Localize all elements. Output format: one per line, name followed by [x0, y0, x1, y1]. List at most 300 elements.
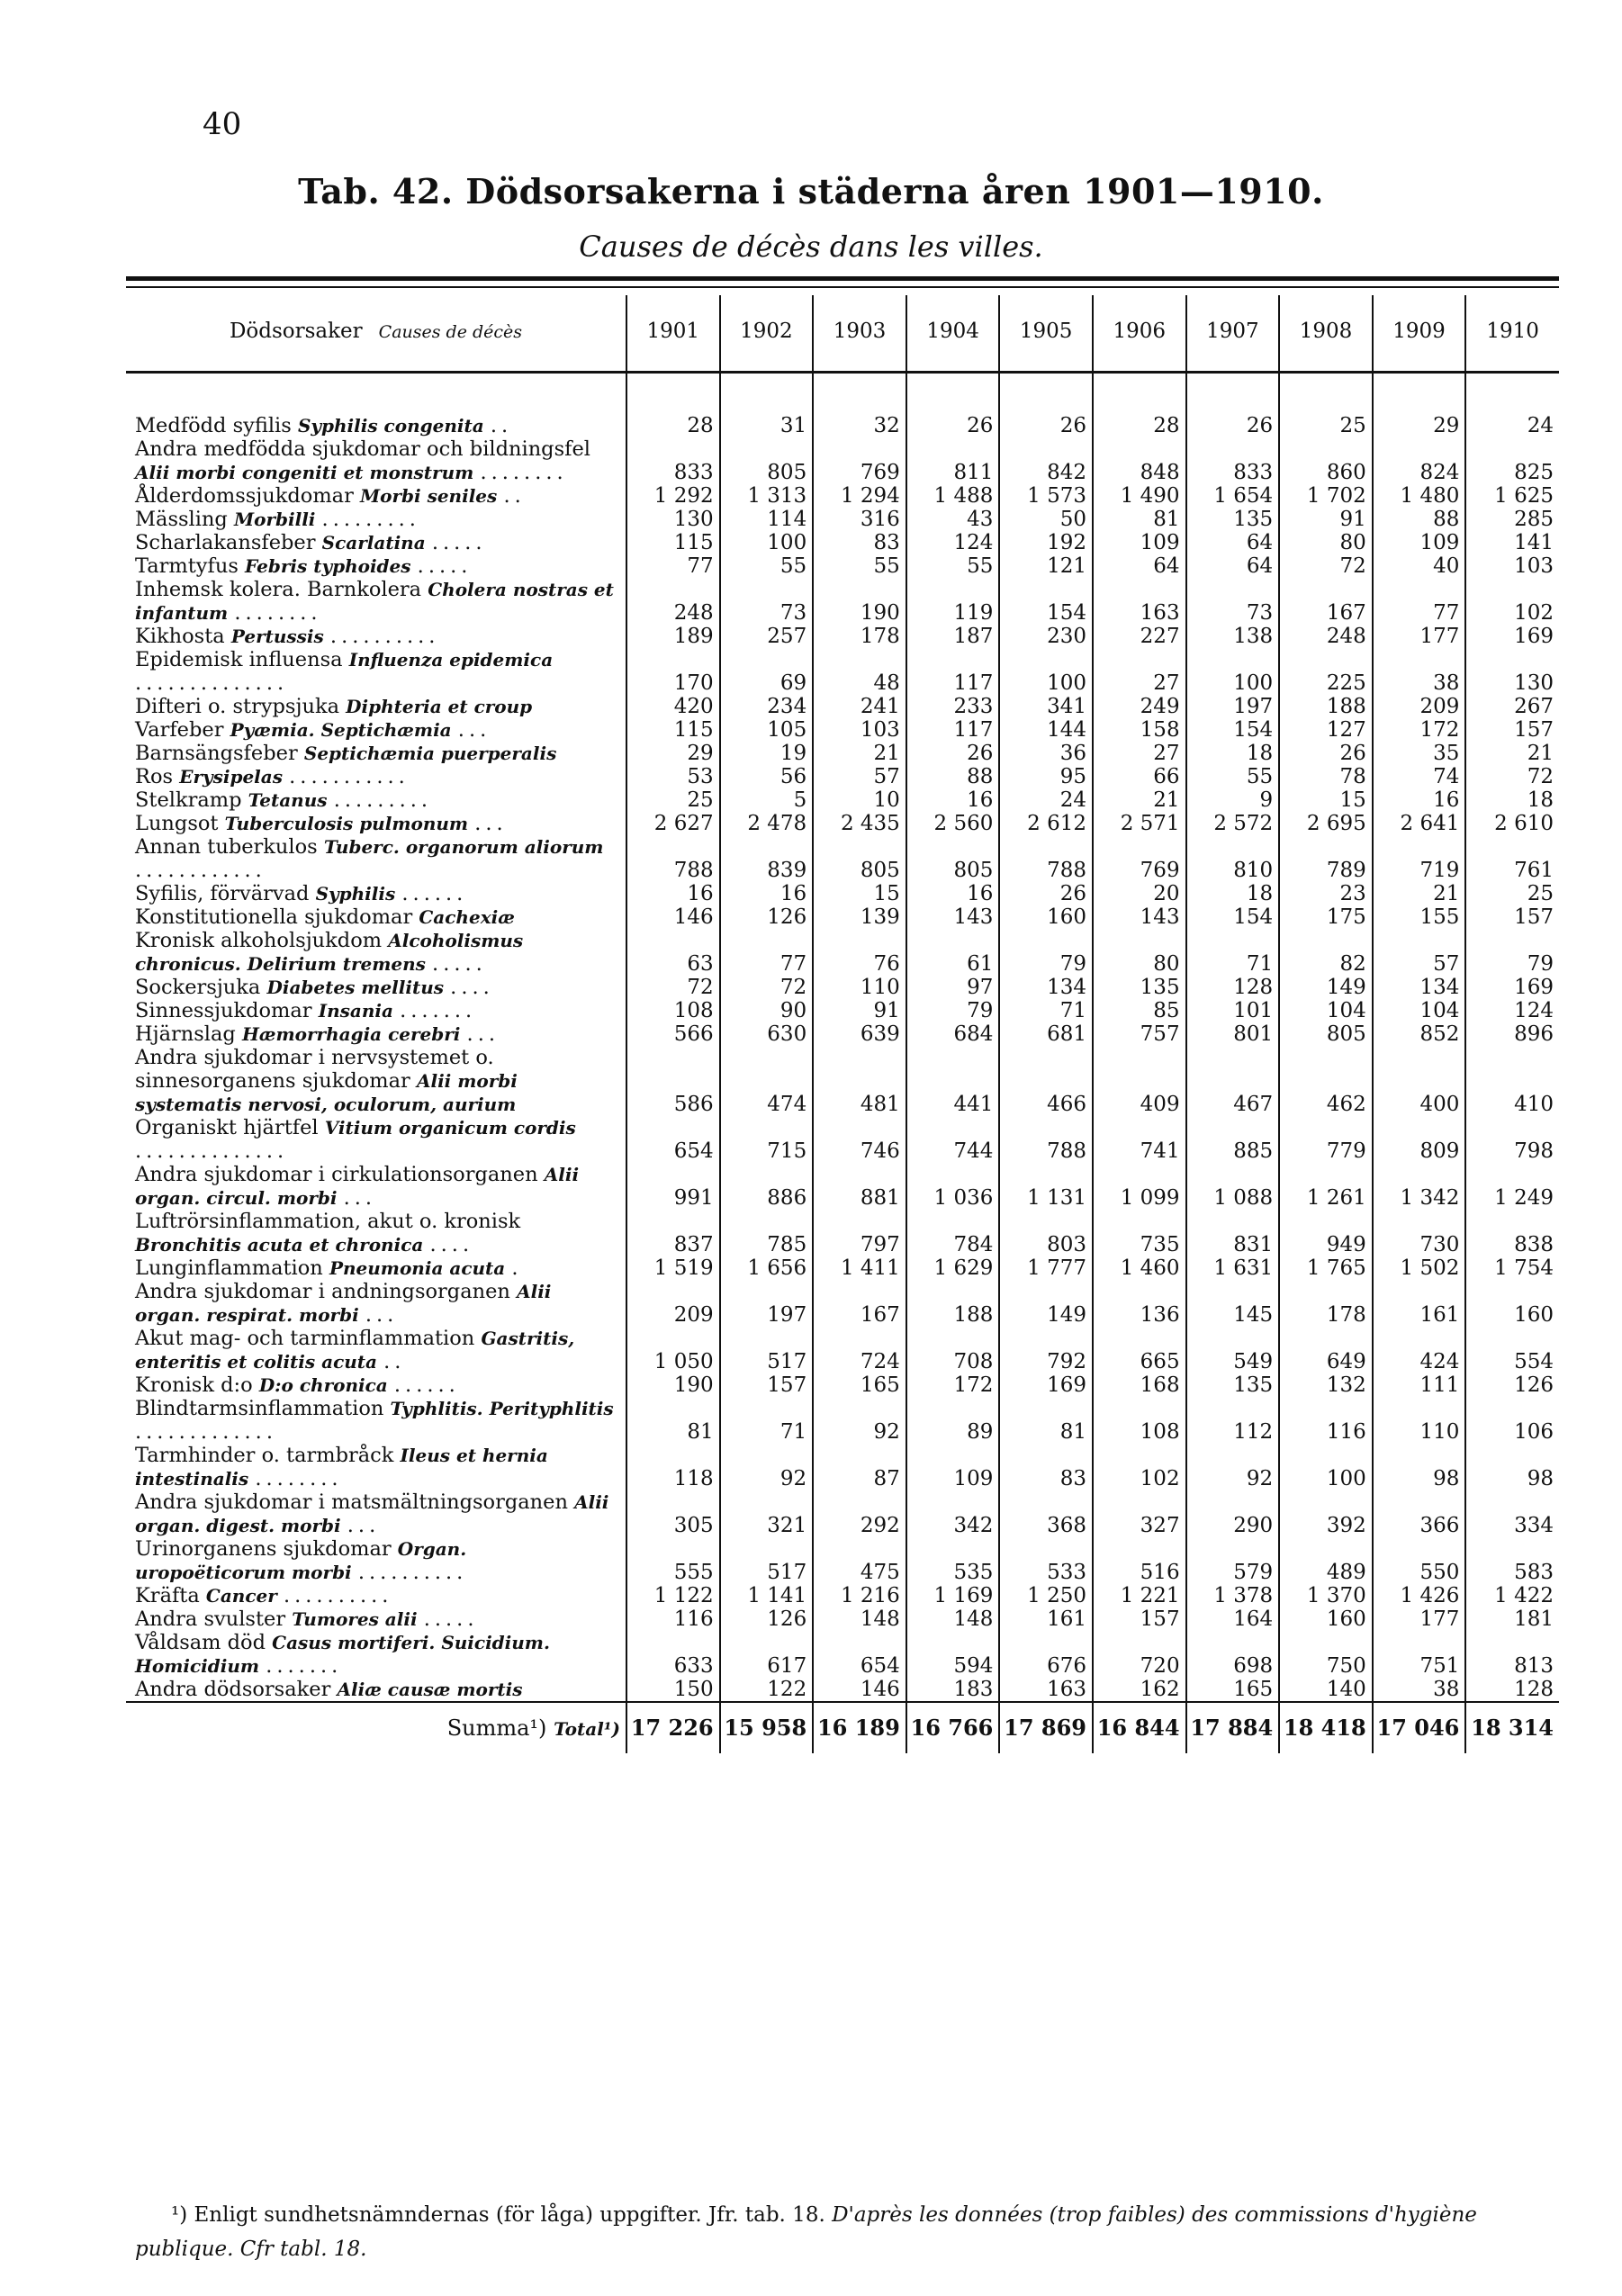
sum-row [126, 1702, 1559, 1753]
table-row [126, 1537, 1559, 1584]
value-cell: 165 [1186, 1678, 1280, 1702]
value-cell: 155 [1373, 905, 1466, 929]
sum-cell: 15 958 [720, 1702, 814, 1753]
cause-name-latin: Febris typhoides [245, 555, 411, 577]
value-cell: 566 [626, 1022, 720, 1046]
table-row [126, 531, 1559, 554]
header-year: 1902 [720, 295, 814, 367]
value-cell: 110 [813, 976, 906, 999]
value-cell: 746 [813, 1116, 906, 1163]
table-row [126, 1607, 1559, 1631]
leader-dots: ........ [255, 1467, 343, 1490]
cause-name [126, 742, 626, 765]
sum-cell: 18 418 [1279, 1702, 1373, 1753]
table-row [126, 1678, 1559, 1702]
value-cell: 154 [1186, 718, 1280, 742]
value-cell: 111 [1373, 1373, 1466, 1397]
table-row [126, 1373, 1559, 1397]
value-cell: 124 [1465, 999, 1559, 1022]
cause-name-latin: Syphilis [315, 883, 396, 905]
value-cell: 15 [1279, 788, 1373, 812]
value-cell: 116 [626, 1607, 720, 1631]
value-cell: 109 [906, 1444, 1000, 1490]
value-cell: 676 [999, 1631, 1093, 1678]
value-cell: 26 [999, 882, 1093, 905]
sum-label [126, 1702, 626, 1753]
cause-name-sv: Andra sjukdomar i andningsorganen [135, 1280, 510, 1303]
value-cell: 98 [1465, 1444, 1559, 1490]
value-cell: 1 765 [1279, 1256, 1373, 1280]
value-cell: 170 [626, 648, 720, 695]
value-cell: 172 [906, 1373, 1000, 1397]
value-cell: 744 [906, 1116, 1000, 1163]
value-cell: 789 [1279, 835, 1373, 882]
header-year: 1903 [813, 295, 906, 367]
value-cell: 117 [906, 648, 1000, 695]
value-cell: 106 [1465, 1397, 1559, 1444]
table-row [126, 929, 1559, 976]
cause-name [126, 695, 626, 718]
value-cell: 64 [1186, 531, 1280, 554]
value-cell: 79 [999, 929, 1093, 976]
value-cell: 1 573 [999, 484, 1093, 508]
header-row [126, 295, 1559, 367]
value-cell: 554 [1465, 1327, 1559, 1373]
value-cell: 140 [1279, 1678, 1373, 1702]
value-cell: 25 [1279, 414, 1373, 437]
value-cell: 20 [1093, 882, 1186, 905]
value-cell: 466 [999, 1046, 1093, 1116]
value-cell: 188 [1279, 695, 1373, 718]
value-cell: 769 [813, 437, 906, 484]
sum-label-sv: Summa¹) [446, 1715, 547, 1741]
header-cause-fr: Causes de décès [378, 322, 523, 342]
cause-name [126, 1210, 626, 1256]
value-cell: 85 [1093, 999, 1186, 1022]
value-cell: 809 [1373, 1116, 1466, 1163]
value-cell: 27 [1093, 648, 1186, 695]
cause-name-latin: Diabetes mellitus [266, 977, 445, 998]
table-row [126, 835, 1559, 882]
value-cell: 82 [1279, 929, 1373, 976]
footnote-sv: ¹) Enligt sundhetsnämndernas (för låga) uppgifter. Jfr. tab. 18. [171, 2203, 825, 2227]
value-cell: 77 [720, 929, 814, 976]
value-cell: 949 [1279, 1210, 1373, 1256]
cause-name-latin: Tuberculosis pulmonum [224, 813, 469, 834]
value-cell: 555 [626, 1537, 720, 1584]
value-cell: 110 [1373, 1397, 1466, 1444]
value-cell: 441 [906, 1046, 1000, 1116]
value-cell: 797 [813, 1210, 906, 1256]
value-cell: 154 [1186, 905, 1280, 929]
leader-dots: ............. [135, 1420, 277, 1444]
value-cell: 29 [626, 742, 720, 765]
value-cell: 1 221 [1093, 1584, 1186, 1607]
cause-name-sv: Andra sjukdomar i cirkulationsorganen [135, 1163, 538, 1186]
table-row [126, 1631, 1559, 1678]
value-cell: 103 [813, 718, 906, 742]
value-cell: 1 656 [720, 1256, 814, 1280]
table-row [126, 437, 1559, 484]
cause-name-sv: Organiskt hjärtfel [135, 1116, 319, 1139]
value-cell: 24 [1465, 414, 1559, 437]
value-cell: 98 [1373, 1444, 1466, 1490]
value-cell: 121 [999, 554, 1093, 578]
leader-dots: ........ [234, 601, 322, 625]
value-cell: 617 [720, 1631, 814, 1678]
value-cell: 100 [1279, 1444, 1373, 1490]
value-cell: 83 [999, 1444, 1093, 1490]
value-cell: 1 411 [813, 1256, 906, 1280]
value-cell: 114 [720, 508, 814, 531]
value-cell: 26 [906, 414, 1000, 437]
cause-name-sv: Lunginflammation [135, 1256, 323, 1280]
value-cell: 40 [1373, 554, 1466, 578]
header-cause [126, 295, 626, 367]
value-cell: 9 [1186, 788, 1280, 812]
table-row [126, 484, 1559, 508]
value-cell: 128 [1465, 1678, 1559, 1702]
leader-dots: ... [347, 1514, 381, 1537]
cause-name-latin: Bronchitis acuta et chronica [135, 1234, 424, 1256]
cause-name [126, 508, 626, 531]
leader-dots: ...... [393, 1373, 460, 1397]
value-cell: 810 [1186, 835, 1280, 882]
cause-name [126, 999, 626, 1022]
value-cell: 1 426 [1373, 1584, 1466, 1607]
leader-dots: .......... [357, 1561, 468, 1584]
value-cell: 839 [720, 835, 814, 882]
value-cell: 848 [1093, 437, 1186, 484]
value-cell: 74 [1373, 765, 1466, 788]
value-cell: 79 [1465, 929, 1559, 976]
leader-dots: ...... [401, 882, 468, 905]
value-cell: 550 [1373, 1537, 1466, 1584]
value-cell: 165 [813, 1373, 906, 1397]
value-cell: 292 [813, 1490, 906, 1537]
table-title: Tab. 42. Dödsorsakerna i städerna åren 1901—1910. [298, 171, 1324, 212]
value-cell: 109 [1093, 531, 1186, 554]
value-cell: 78 [1279, 765, 1373, 788]
value-cell: 167 [813, 1280, 906, 1327]
value-cell: 885 [1186, 1116, 1280, 1163]
value-cell: 341 [999, 695, 1093, 718]
value-cell: 77 [1373, 578, 1466, 625]
cause-name-sv: Syfilis, förvärvad [135, 882, 310, 905]
cause-name-sv: Andra svulster [135, 1607, 286, 1631]
value-cell: 72 [1279, 554, 1373, 578]
cause-name-latin: Morbi seniles [360, 485, 498, 507]
value-cell: 1 099 [1093, 1163, 1186, 1210]
cause-name [126, 554, 626, 578]
value-cell: 1 169 [906, 1584, 1000, 1607]
cause-name [126, 1607, 626, 1631]
value-cell: 1 141 [720, 1584, 814, 1607]
value-cell: 803 [999, 1210, 1093, 1256]
value-cell: 26 [999, 414, 1093, 437]
value-cell: 801 [1186, 1022, 1280, 1046]
causes-of-death-table [126, 295, 1559, 1753]
value-cell: 88 [1373, 508, 1466, 531]
sum-cell: 17 884 [1186, 1702, 1280, 1753]
value-cell: 126 [720, 1607, 814, 1631]
value-cell: 321 [720, 1490, 814, 1537]
value-cell: 157 [720, 1373, 814, 1397]
table-row [126, 1444, 1559, 1490]
value-cell: 837 [626, 1210, 720, 1256]
value-cell: 71 [1186, 929, 1280, 976]
leader-dots: ......... [321, 508, 420, 531]
cause-name [126, 929, 626, 976]
value-cell: 175 [1279, 905, 1373, 929]
value-cell: 724 [813, 1327, 906, 1373]
value-cell: 233 [906, 695, 1000, 718]
value-cell: 115 [626, 531, 720, 554]
cause-name-sv: Ros [135, 765, 174, 788]
value-cell: 164 [1186, 1607, 1280, 1631]
value-cell: 2 435 [813, 812, 906, 835]
cause-name [126, 531, 626, 554]
value-cell: 135 [1093, 976, 1186, 999]
value-cell: 81 [999, 1397, 1093, 1444]
value-cell: 225 [1279, 648, 1373, 695]
value-cell: 594 [906, 1631, 1000, 1678]
value-cell: 784 [906, 1210, 1000, 1256]
value-cell: 708 [906, 1327, 1000, 1373]
value-cell: 72 [720, 976, 814, 999]
leader-dots: ....... [400, 999, 477, 1022]
leader-dots: .. [490, 414, 513, 437]
value-cell: 57 [813, 765, 906, 788]
table-row [126, 1397, 1559, 1444]
value-cell: 750 [1279, 1631, 1373, 1678]
value-cell: 139 [813, 905, 906, 929]
value-cell: 148 [906, 1607, 1000, 1631]
cause-name-sv: Varfeber [135, 718, 224, 742]
value-cell: 549 [1186, 1327, 1280, 1373]
leader-dots: ... [474, 812, 508, 835]
leader-dots: ..... [423, 1607, 479, 1631]
value-cell: 392 [1279, 1490, 1373, 1537]
value-cell: 177 [1373, 625, 1466, 648]
value-cell: 43 [906, 508, 1000, 531]
value-cell: 16 [1373, 788, 1466, 812]
value-cell: 805 [1279, 1022, 1373, 1046]
value-cell: 860 [1279, 437, 1373, 484]
table-row [126, 1210, 1559, 1256]
value-cell: 28 [1093, 414, 1186, 437]
table-row [126, 625, 1559, 648]
value-cell: 1 702 [1279, 484, 1373, 508]
leader-dots: .............. [135, 671, 289, 695]
value-cell: 157 [1093, 1607, 1186, 1631]
table-row [126, 788, 1559, 812]
header-year: 1905 [999, 295, 1093, 367]
leader-dots: ... [343, 1186, 377, 1210]
cause-name-sv: Epidemisk influensa [135, 648, 343, 671]
leader-dots: . [511, 1256, 523, 1280]
value-cell: 1 631 [1186, 1256, 1280, 1280]
value-cell: 197 [1186, 695, 1280, 718]
value-cell: 852 [1373, 1022, 1466, 1046]
value-cell: 838 [1465, 1210, 1559, 1256]
cause-name-sv: Sockersjuka [135, 976, 261, 999]
value-cell: 64 [1186, 554, 1280, 578]
cause-name-sv: Hjärnslag [135, 1022, 236, 1046]
table-row [126, 414, 1559, 437]
cause-name [126, 1163, 626, 1210]
value-cell: 117 [906, 718, 1000, 742]
value-cell: 92 [720, 1444, 814, 1490]
value-cell: 135 [1186, 508, 1280, 531]
value-cell: 1 422 [1465, 1584, 1559, 1607]
value-cell: 81 [626, 1397, 720, 1444]
value-cell: 187 [906, 625, 1000, 648]
value-cell: 813 [1465, 1631, 1559, 1678]
value-cell: 145 [1186, 1280, 1280, 1327]
value-cell: 896 [1465, 1022, 1559, 1046]
sum-cell: 17 046 [1373, 1702, 1466, 1753]
value-cell: 805 [720, 437, 814, 484]
cause-name-sv: Luftrörsinflammation, akut o. kronisk [135, 1210, 521, 1233]
leader-dots: ....... [266, 1654, 343, 1678]
value-cell: 327 [1093, 1490, 1186, 1537]
value-cell: 26 [1279, 742, 1373, 765]
cause-name-sv: Urinorganens sjukdomar [135, 1537, 392, 1561]
cause-name-latin: Diphteria et croup [346, 696, 533, 717]
value-cell: 92 [1186, 1444, 1280, 1490]
value-cell: 649 [1279, 1327, 1373, 1373]
value-cell: 1 216 [813, 1584, 906, 1607]
value-cell: 188 [906, 1280, 1000, 1327]
value-cell: 730 [1373, 1210, 1466, 1256]
table-row [126, 1116, 1559, 1163]
sum-cell: 16 766 [906, 1702, 1000, 1753]
value-cell: 10 [813, 788, 906, 812]
value-cell: 79 [906, 999, 1000, 1022]
cause-name-sv: Difteri o. strypsjuka [135, 695, 339, 718]
value-cell: 788 [999, 835, 1093, 882]
value-cell: 881 [813, 1163, 906, 1210]
cause-name-sv: Tarmtyfus [135, 554, 239, 578]
cause-name [126, 1373, 626, 1397]
value-cell: 1 122 [626, 1584, 720, 1607]
value-cell: 1 313 [720, 484, 814, 508]
cause-name [126, 648, 626, 695]
value-cell: 474 [720, 1046, 814, 1116]
value-cell: 101 [1186, 999, 1280, 1022]
value-cell: 73 [1186, 578, 1280, 625]
cause-name-latin: Pertussis [230, 626, 324, 647]
cause-name-latin: Gastritis, enteritis et colitis acuta [135, 1328, 575, 1373]
value-cell: 462 [1279, 1046, 1373, 1116]
value-cell: 1 654 [1186, 484, 1280, 508]
cause-name-sv: Medfödd syfilis [135, 414, 292, 437]
value-cell: 516 [1093, 1537, 1186, 1584]
value-cell: 1 294 [813, 484, 906, 508]
value-cell: 2 627 [626, 812, 720, 835]
cause-name-sv: Barnsängsfeber [135, 742, 298, 765]
value-cell: 475 [813, 1537, 906, 1584]
value-cell: 21 [1093, 788, 1186, 812]
value-cell: 48 [813, 648, 906, 695]
cause-name [126, 1631, 626, 1678]
header-year: 1904 [906, 295, 1000, 367]
table-row [126, 1022, 1559, 1046]
value-cell: 684 [906, 1022, 1000, 1046]
table-row [126, 1046, 1559, 1116]
value-cell: 788 [626, 835, 720, 882]
table-row [126, 1327, 1559, 1373]
value-cell: 788 [999, 1116, 1093, 1163]
cause-name-latin: Morbilli [234, 509, 316, 530]
value-cell: 18 [1465, 788, 1559, 812]
table-row [126, 765, 1559, 788]
value-cell: 197 [720, 1280, 814, 1327]
value-cell: 209 [626, 1280, 720, 1327]
leader-dots: .... [450, 976, 494, 999]
value-cell: 665 [1093, 1327, 1186, 1373]
cause-name-latin: Vitium organicum cordis [324, 1117, 576, 1139]
value-cell: 162 [1093, 1678, 1186, 1702]
value-cell: 143 [906, 905, 1000, 929]
value-cell: 104 [1373, 999, 1466, 1022]
value-cell: 16 [720, 882, 814, 905]
value-cell: 24 [999, 788, 1093, 812]
table-row [126, 905, 1559, 929]
value-cell: 161 [999, 1607, 1093, 1631]
value-cell: 135 [1186, 1373, 1280, 1397]
cause-name-latin: Typhlitis. Perityphlitis [390, 1398, 614, 1419]
value-cell: 805 [906, 835, 1000, 882]
cause-name-latin: Organ. uropoëticorum morbi [135, 1538, 467, 1583]
value-cell: 146 [626, 905, 720, 929]
value-cell: 698 [1186, 1631, 1280, 1678]
cause-name [126, 1116, 626, 1163]
cause-name [126, 437, 626, 484]
cause-name [126, 625, 626, 648]
cause-name-latin: D:o chronica [258, 1374, 388, 1396]
sum-cell: 17 869 [999, 1702, 1093, 1753]
cause-name-sv: Kronisk alkoholsjukdom [135, 929, 383, 952]
value-cell: 833 [626, 437, 720, 484]
value-cell: 1 250 [999, 1584, 1093, 1607]
value-cell: 400 [1373, 1046, 1466, 1116]
value-cell: 833 [1186, 437, 1280, 484]
value-cell: 81 [1093, 508, 1186, 531]
value-cell: 63 [626, 929, 720, 976]
value-cell: 158 [1093, 718, 1186, 742]
value-cell: 124 [906, 531, 1000, 554]
value-cell: 27 [1093, 742, 1186, 765]
value-cell: 366 [1373, 1490, 1466, 1537]
value-cell: 285 [1465, 508, 1559, 531]
value-cell: 95 [999, 765, 1093, 788]
value-cell: 160 [999, 905, 1093, 929]
table-row [126, 1256, 1559, 1280]
value-cell: 55 [813, 554, 906, 578]
table-row [126, 695, 1559, 718]
sum-cell: 18 314 [1465, 1702, 1559, 1753]
value-cell: 72 [626, 976, 720, 999]
value-cell: 127 [1279, 718, 1373, 742]
cause-name-sv: Andra medfödda sjukdomar och bildningsfel [135, 437, 590, 461]
value-cell: 130 [626, 508, 720, 531]
value-cell: 290 [1186, 1490, 1280, 1537]
value-cell: 102 [1093, 1444, 1186, 1490]
table-body [126, 367, 1559, 1702]
cause-name-sv: Akut mag- och tarminflammation [135, 1327, 475, 1350]
